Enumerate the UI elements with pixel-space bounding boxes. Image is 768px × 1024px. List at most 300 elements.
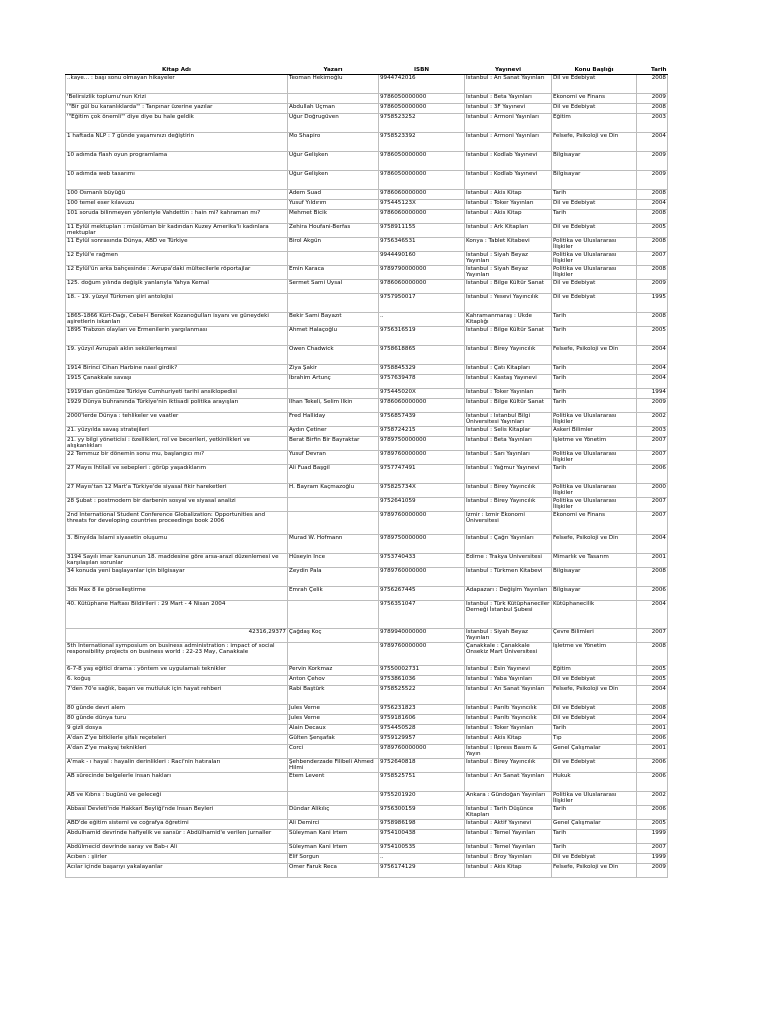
cell-date: 2008 bbox=[637, 104, 668, 114]
cell-subject: Tarih bbox=[552, 365, 637, 375]
table-row bbox=[66, 772, 668, 791]
cell-title: 6. koğuş bbox=[66, 675, 288, 685]
cell-isbn: 9754100535 bbox=[379, 843, 465, 853]
cell-title: Abbasi Devleti'nde Hakkari Beyliği'nde İnsan Beyleri bbox=[66, 805, 288, 819]
cell-author: Etem Levent bbox=[288, 772, 379, 791]
cell-date: 2003 bbox=[637, 114, 668, 133]
cell-subject: Tarih bbox=[552, 327, 637, 346]
cell-title: Acıben : şiirler bbox=[66, 853, 288, 863]
table-row bbox=[66, 734, 668, 744]
cell-isbn: 9754100438 bbox=[379, 829, 465, 843]
table-row bbox=[66, 190, 668, 200]
cell-author: Uğur Gelişken bbox=[288, 152, 379, 171]
cell-title: 42316,29377 bbox=[66, 628, 288, 642]
table-row bbox=[66, 724, 668, 734]
cell-author: Murad W. Hofmann bbox=[288, 534, 379, 553]
cell-title: Acılar içinde başarıyı yakalayanlar bbox=[66, 863, 288, 877]
cell-date: 2006 bbox=[637, 586, 668, 600]
cell-subject: Mimarlık ve Tasarım bbox=[552, 553, 637, 567]
cell-date: 2006 bbox=[637, 758, 668, 772]
cell-date: 2009 bbox=[637, 94, 668, 104]
table-row bbox=[66, 665, 668, 675]
cell-subject: Ekonomi ve Finans bbox=[552, 511, 637, 534]
cell-subject: Politika ve Uluslararası İlişkiler bbox=[552, 450, 637, 464]
cell-title: 11 Eylül sonrasında Dünya, ABD ve Türkiye bbox=[66, 238, 288, 252]
cell-subject: Genel Çalışmalar bbox=[552, 819, 637, 829]
cell-publisher: İstanbul : Bilge Kültür Sanat bbox=[465, 399, 552, 413]
cell-publisher: İstanbul : Birey Yayıncılık bbox=[465, 497, 552, 511]
cell-subject: Ekonomi ve Finans bbox=[552, 94, 637, 104]
cell-publisher: İstanbul : Temel Yayınları bbox=[465, 829, 552, 843]
cell-date: 2008 bbox=[637, 190, 668, 200]
cell-title: AB ve Kıbrıs : bugünü ve geleceği bbox=[66, 791, 288, 805]
cell-publisher: Çanakkale : Çanakkale Onsekiz Mart Üniversitesi bbox=[465, 642, 552, 665]
cell-isbn: 9754450528 bbox=[379, 724, 465, 734]
cell-title: 101 soruda bilinmeyen yönleriyle Vahdettin : hain mi? kahraman mı? bbox=[66, 210, 288, 224]
cell-title: ..kaye... : başı sonu olmayan hikayeler bbox=[66, 75, 288, 94]
cell-title: 12 Eylül'ün arka bahçesinde : Avrupa'daki mültecilerle röportajlar bbox=[66, 266, 288, 280]
cell-author: Ömer Faruk Reca bbox=[288, 863, 379, 877]
cell-subject: Dil ve Edebiyat bbox=[552, 224, 637, 238]
cell-author: Corci bbox=[288, 744, 379, 758]
cell-isbn: 975445123X bbox=[379, 200, 465, 210]
cell-author: Fred Halliday bbox=[288, 413, 379, 427]
cell-date: 2008 bbox=[637, 313, 668, 327]
table-row bbox=[66, 819, 668, 829]
cell-title: 100 Osmanlı büyüğü bbox=[66, 190, 288, 200]
cell-author: Ali Fuad Başgil bbox=[288, 464, 379, 483]
cell-publisher: İstanbul : Çatı Kitapları bbox=[465, 365, 552, 375]
cell-title: 6-7-8 yaş eğitici drama : yöntem ve uygulamalı teknikler bbox=[66, 665, 288, 675]
cell-isbn: 9757950017 bbox=[379, 294, 465, 313]
cell-subject: Tarih bbox=[552, 190, 637, 200]
cell-publisher: İstanbul : Çağrı Yayınları bbox=[465, 534, 552, 553]
cell-title: 11 Eylül mektupları : müslüman bir kadından Kuzey Amerika'lı kadınlara mektuplar bbox=[66, 224, 288, 238]
cell-subject: İşletme ve Yönetim bbox=[552, 642, 637, 665]
cell-title: 1865-1866 Kürt-Dağı, Cebel-i Bereket Kozanoğulları isyanı ve güneydeki aşiretlerin iskanları bbox=[66, 313, 288, 327]
table-row bbox=[66, 685, 668, 704]
cell-subject: Dil ve Edebiyat bbox=[552, 758, 637, 772]
cell-isbn: 9786060000000 bbox=[379, 280, 465, 294]
cell-author: Zeydin Pala bbox=[288, 567, 379, 586]
cell-author: Uğur Gelişken bbox=[288, 171, 379, 190]
cell-publisher: İstanbul : Yağmur Yayınevi bbox=[465, 464, 552, 483]
header-row bbox=[66, 66, 668, 75]
cell-subject: Politika ve Uluslararası İlişkiler bbox=[552, 497, 637, 511]
cell-date: 2007 bbox=[637, 628, 668, 642]
cell-subject: Tarih bbox=[552, 829, 637, 843]
cell-subject: Dil ve Edebiyat bbox=[552, 280, 637, 294]
cell-subject: Dil ve Edebiyat bbox=[552, 714, 637, 724]
cell-publisher: İstanbul : 3F Yayınevi bbox=[465, 104, 552, 114]
header-isbn: ISBN bbox=[379, 66, 465, 75]
table-row bbox=[66, 346, 668, 365]
cell-date: 2000 bbox=[637, 483, 668, 497]
cell-publisher: İstanbul : Armoni Yayınları bbox=[465, 133, 552, 152]
cell-date: 2004 bbox=[637, 365, 668, 375]
cell-publisher: İstanbul : Türk Kütüphaneciler Derneği İstanbul Şubesi bbox=[465, 600, 552, 628]
cell-isbn: 9786050000000 bbox=[379, 152, 465, 171]
table-row bbox=[66, 399, 668, 413]
cell-isbn: 9756231823 bbox=[379, 704, 465, 714]
cell-author: Owen Chadwick bbox=[288, 346, 379, 365]
cell-isbn: 9758523252 bbox=[379, 114, 465, 133]
cell-title: 7'den 70'e sağlık, başarı ve mutluluk için hayat rehberi bbox=[66, 685, 288, 704]
cell-author: Yusuf Yıldırım bbox=[288, 200, 379, 210]
table-row bbox=[66, 389, 668, 399]
cell-author: Sermet Sami Uysal bbox=[288, 280, 379, 294]
cell-publisher: İstanbul : Armoni Yayınları bbox=[465, 114, 552, 133]
cell-publisher: İstanbul : Tarih Düşünce Kitapları bbox=[465, 805, 552, 819]
cell-publisher: Konya : Tablet Kitabevi bbox=[465, 238, 552, 252]
cell-subject: Dil ve Edebiyat bbox=[552, 704, 637, 714]
cell-isbn: 9756351047 bbox=[379, 600, 465, 628]
cell-date: 2009 bbox=[637, 171, 668, 190]
cell-title: 1914 Birinci Cihan Harbine nasıl girdik? bbox=[66, 365, 288, 375]
cell-subject: Dil ve Edebiyat bbox=[552, 853, 637, 863]
cell-publisher: Ankara : Gündoğan Yayınları bbox=[465, 791, 552, 805]
cell-publisher: İstanbul : Ark Kitapları bbox=[465, 224, 552, 238]
cell-author: Hüseyin İnce bbox=[288, 553, 379, 567]
cell-date: 2008 bbox=[637, 210, 668, 224]
cell-title: 1919'dan günümüze Türkiye Cumhuriyeti tarihi ansiklopedisi bbox=[66, 389, 288, 399]
cell-subject: Tarih bbox=[552, 313, 637, 327]
cell-title: 80 günde devri alem bbox=[66, 704, 288, 714]
table-row bbox=[66, 829, 668, 843]
cell-isbn: 9786050000000 bbox=[379, 171, 465, 190]
cell-isbn: 9752641059 bbox=[379, 497, 465, 511]
cell-publisher: İstanbul : Beta Yayınları bbox=[465, 94, 552, 104]
cell-subject: Eğitim bbox=[552, 114, 637, 133]
cell-author: Emin Karaca bbox=[288, 266, 379, 280]
table-row bbox=[66, 511, 668, 534]
cell-isbn: 9756300159 bbox=[379, 805, 465, 819]
cell-title: '"Eğitim çok önemli"' diye diye bu hale geldik bbox=[66, 114, 288, 133]
cell-publisher: İstanbul : Yesevi Yayıncılık bbox=[465, 294, 552, 313]
cell-date: 2004 bbox=[637, 200, 668, 210]
cell-title: 1929 Dünya buhranında Türkiye'nin iktisadi politika arayışları bbox=[66, 399, 288, 413]
cell-date: 2004 bbox=[637, 600, 668, 628]
cell-date: 2005 bbox=[637, 675, 668, 685]
cell-author: Ali Demirci bbox=[288, 819, 379, 829]
header-subject: Konu Başlığı bbox=[552, 66, 637, 75]
table-row bbox=[66, 224, 668, 238]
cell-author: Zehira Houfani-Berfas bbox=[288, 224, 379, 238]
cell-publisher: İstanbul : Toker Yayınları bbox=[465, 200, 552, 210]
cell-title: Abdulhamid devrinde hafiyelik ve sansür : Abdülhamid'e verilen jurnaller bbox=[66, 829, 288, 843]
cell-title: 21. yüzyılda savaş stratejileri bbox=[66, 427, 288, 437]
cell-isbn: 9758618865 bbox=[379, 346, 465, 365]
cell-date: 2009 bbox=[637, 152, 668, 171]
table-row bbox=[66, 450, 668, 464]
cell-publisher: İstanbul : Akis Kitap bbox=[465, 734, 552, 744]
cell-date: 2007 bbox=[637, 252, 668, 266]
cell-date: 2001 bbox=[637, 724, 668, 734]
cell-date: 1999 bbox=[637, 853, 668, 863]
cell-subject: Politika ve Uluslararası İlişkiler bbox=[552, 483, 637, 497]
header-author: Yazarı bbox=[288, 66, 379, 75]
header-publisher: Yayınevi bbox=[465, 66, 552, 75]
cell-author: Ziya Şakir bbox=[288, 365, 379, 375]
cell-subject: Politika ve Uluslararası İlişkiler bbox=[552, 791, 637, 805]
cell-date: 2005 bbox=[637, 224, 668, 238]
table-row bbox=[66, 534, 668, 553]
cell-subject: Dil ve Edebiyat bbox=[552, 294, 637, 313]
cell-publisher: İstanbul : Siyah Beyaz Yayınları bbox=[465, 266, 552, 280]
cell-subject: Bilgisayar bbox=[552, 567, 637, 586]
cell-publisher: İstanbul : Birey Yayıncılık bbox=[465, 758, 552, 772]
cell-date: 2007 bbox=[637, 511, 668, 534]
cell-author: Adem Suad bbox=[288, 190, 379, 200]
cell-date: 2009 bbox=[637, 863, 668, 877]
cell-publisher: Adapazarı : Değişim Yayınları bbox=[465, 586, 552, 600]
cell-publisher: İstanbul : Selis Kitaplar bbox=[465, 427, 552, 437]
header-title: Kitap Adı bbox=[66, 66, 288, 75]
cell-title: 1895 Trabzon olayları ve Ermenilerin yargılanması bbox=[66, 327, 288, 346]
cell-isbn: 9759129957 bbox=[379, 734, 465, 744]
table-row bbox=[66, 553, 668, 567]
cell-subject: Dil ve Edebiyat bbox=[552, 75, 637, 94]
cell-subject: Bilgisayar bbox=[552, 586, 637, 600]
cell-date: 2002 bbox=[637, 413, 668, 427]
cell-date: 2005 bbox=[637, 819, 668, 829]
cell-publisher: İstanbul : Esin Yayınevi bbox=[465, 665, 552, 675]
cell-subject: Felsefe, Psikoloji ve Din bbox=[552, 133, 637, 152]
cell-subject: Genel Çalışmalar bbox=[552, 744, 637, 758]
cell-title: 18. - 19. yüzyıl Türkmen şiiri antolojisi bbox=[66, 294, 288, 313]
cell-author: Bekir Sami Bayazıt bbox=[288, 313, 379, 327]
cell-date: 2009 bbox=[637, 280, 668, 294]
cell-date: 2001 bbox=[637, 553, 668, 567]
table-row bbox=[66, 171, 668, 190]
cell-subject: Tarih bbox=[552, 724, 637, 734]
cell-subject: Tarih bbox=[552, 375, 637, 389]
cell-date: 2004 bbox=[637, 534, 668, 553]
cell-title: 10 adımda flash oyun programlama bbox=[66, 152, 288, 171]
cell-publisher: Edirne : Trakya Üniversitesi bbox=[465, 553, 552, 567]
table-row bbox=[66, 375, 668, 389]
cell-subject: Kütüphanecilik bbox=[552, 600, 637, 628]
cell-isbn: 9756316519 bbox=[379, 327, 465, 346]
cell-subject: Tarih bbox=[552, 399, 637, 413]
cell-isbn: 9758525522 bbox=[379, 685, 465, 704]
cell-title: 19. yüzyıl Avrupalı aklın sekülerleşmesi bbox=[66, 346, 288, 365]
table-row bbox=[66, 863, 668, 877]
cell-subject: Askeri Bilimler bbox=[552, 427, 637, 437]
cell-title: 9 gizli dosya bbox=[66, 724, 288, 734]
table-row bbox=[66, 238, 668, 252]
cell-author: Rabi Baştürk bbox=[288, 685, 379, 704]
cell-title: ABD'de eğitim sistemi ve coğrafya öğretimi bbox=[66, 819, 288, 829]
table-row bbox=[66, 75, 668, 94]
cell-date: 2007 bbox=[637, 497, 668, 511]
cell-subject: Eğitim bbox=[552, 665, 637, 675]
cell-author: Şehbenderzade Filibeli Ahmed Hilmi bbox=[288, 758, 379, 772]
cell-isbn: 9944490160 bbox=[379, 252, 465, 266]
cell-author bbox=[288, 497, 379, 511]
cell-title: AB sürecinde belgelerle insan hakları bbox=[66, 772, 288, 791]
header-date: Tarih bbox=[637, 66, 668, 75]
cell-date: 2003 bbox=[637, 427, 668, 437]
cell-publisher: İstanbul : Beta Yayınları bbox=[465, 437, 552, 451]
cell-title: A'dan Z'ye makyaj teknikleri bbox=[66, 744, 288, 758]
cell-title: 2nd International Student Conference Globalization: Opportunities and threats for developing countries proceedings book 2006 bbox=[66, 511, 288, 534]
cell-isbn: 9786060000000 bbox=[379, 399, 465, 413]
cell-author: İbrahim Artunç bbox=[288, 375, 379, 389]
cell-publisher: İstanbul : Birey Yayıncılık bbox=[465, 346, 552, 365]
cell-title: 3ds Max 8 ile görselleştirme bbox=[66, 586, 288, 600]
cell-date: 2007 bbox=[637, 843, 668, 853]
cell-author: Elif Sorgun bbox=[288, 853, 379, 863]
cell-isbn: .. bbox=[379, 853, 465, 863]
cell-publisher: İstanbul : Siyah Beyaz Yayınları bbox=[465, 252, 552, 266]
cell-date: 2006 bbox=[637, 464, 668, 483]
cell-author: Uğur Doğrugüven bbox=[288, 114, 379, 133]
cell-date: 2008 bbox=[637, 238, 668, 252]
table-row bbox=[66, 294, 668, 313]
cell-date: 2008 bbox=[637, 567, 668, 586]
cell-author bbox=[288, 252, 379, 266]
cell-title: A'dan Z'ye bitkilerle şifalı reçeteleri bbox=[66, 734, 288, 744]
cell-publisher: İstanbul : Sarı Yayınları bbox=[465, 450, 552, 464]
cell-isbn: 9755201920 bbox=[379, 791, 465, 805]
cell-isbn: 9786050000000 bbox=[379, 94, 465, 104]
cell-publisher: İstanbul : Arı Sanat Yayınları bbox=[465, 75, 552, 94]
cell-publisher: İstanbul : Akis Kitap bbox=[465, 210, 552, 224]
cell-subject: Tarih bbox=[552, 464, 637, 483]
cell-subject: Politika ve Uluslararası İlişkiler bbox=[552, 238, 637, 252]
cell-author: Süleyman Kani İrtem bbox=[288, 843, 379, 853]
table-row bbox=[66, 805, 668, 819]
cell-author: Pervin Korkmaz bbox=[288, 665, 379, 675]
table-row bbox=[66, 152, 668, 171]
cell-isbn: 9789790000000 bbox=[379, 266, 465, 280]
cell-publisher: İzmir : İzmir Ekonomi Üniversitesi bbox=[465, 511, 552, 534]
cell-publisher: İstanbul : Bilge Kültür Sanat bbox=[465, 280, 552, 294]
cell-date: 2006 bbox=[637, 734, 668, 744]
cell-subject: Çevre Bilimleri bbox=[552, 628, 637, 642]
cell-publisher: İstanbul : Birey Yayıncılık bbox=[465, 483, 552, 497]
cell-isbn: 9758525751 bbox=[379, 772, 465, 791]
cell-isbn: 9752640818 bbox=[379, 758, 465, 772]
cell-author: İlhan Tekeli, Selim İlkin bbox=[288, 399, 379, 413]
cell-title: '"Bir gül bu karanlıklarda"' : Tanpınar üzerine yazılar bbox=[66, 104, 288, 114]
cell-publisher: İstanbul : Akis Kitap bbox=[465, 863, 552, 877]
cell-title: 28 Şubat : postmodern bir darbenin sosyal ve siyasal analizi bbox=[66, 497, 288, 511]
cell-publisher: Kahramanmaraş : Ukde Kitaplığı bbox=[465, 313, 552, 327]
cell-title: 5th International symposium on business administration : impact of social responsibility projects on business world : 22-23 May, Canakkale bbox=[66, 642, 288, 665]
cell-author bbox=[288, 600, 379, 628]
cell-publisher: İstanbul : İstanbul Bilgi Üniversitesi Yayınları bbox=[465, 413, 552, 427]
cell-subject: İşletme ve Yönetim bbox=[552, 437, 637, 451]
cell-publisher: İstanbul : Türkmen Kitabevi bbox=[465, 567, 552, 586]
cell-title: 80 günde dünya turu bbox=[66, 714, 288, 724]
table-row bbox=[66, 497, 668, 511]
catalog-table bbox=[65, 66, 668, 878]
cell-subject: Tarih bbox=[552, 210, 637, 224]
cell-title: A'mak - ı hayal : hayalin derinlikleri : Raci'nin hatıraları bbox=[66, 758, 288, 772]
cell-date: 2002 bbox=[637, 791, 668, 805]
cell-isbn: 9789760000000 bbox=[379, 450, 465, 464]
cell-author bbox=[288, 294, 379, 313]
table-row bbox=[66, 714, 668, 724]
cell-publisher: İstanbul : Arı Sanat Yayınları bbox=[465, 772, 552, 791]
cell-date: 2006 bbox=[637, 772, 668, 791]
cell-author: Aydın Çetiner bbox=[288, 427, 379, 437]
cell-subject: Dil ve Edebiyat bbox=[552, 675, 637, 685]
cell-title: 3. Binyılda İslami siyasetin oluşumu bbox=[66, 534, 288, 553]
table-row bbox=[66, 437, 668, 451]
cell-isbn: 9757639478 bbox=[379, 375, 465, 389]
table-row bbox=[66, 744, 668, 758]
cell-isbn: 9786060000000 bbox=[379, 210, 465, 224]
cell-isbn: 9789750000000 bbox=[379, 437, 465, 451]
cell-isbn: .. bbox=[379, 313, 465, 327]
cell-isbn: 9758724215 bbox=[379, 427, 465, 437]
table-row bbox=[66, 133, 668, 152]
cell-title: 1915 Çanakkale savaşı bbox=[66, 375, 288, 389]
cell-author: Dündar Alikılıç bbox=[288, 805, 379, 819]
cell-title: 100 temel eser kılavuzu bbox=[66, 200, 288, 210]
table-row bbox=[66, 104, 668, 114]
cell-date: 2004 bbox=[637, 375, 668, 389]
cell-publisher: İstanbul : Kodlab Yayınevi bbox=[465, 152, 552, 171]
cell-subject: Felsefe, Psikoloji ve Din bbox=[552, 534, 637, 553]
cell-isbn: 9756857439 bbox=[379, 413, 465, 427]
table-row bbox=[66, 114, 668, 133]
cell-isbn: 9789760000000 bbox=[379, 744, 465, 758]
table-row bbox=[66, 675, 668, 685]
cell-date: 2008 bbox=[637, 75, 668, 94]
cell-subject: Hukuk bbox=[552, 772, 637, 791]
cell-author bbox=[288, 791, 379, 805]
cell-publisher: İstanbul : Siyah Beyaz Yayınları bbox=[465, 628, 552, 642]
table-row bbox=[66, 280, 668, 294]
cell-title: 21. yy bilgi yöneticisi : özellikleri, rol ve becerileri, yetkinlikleri ve alışkanlıkları bbox=[66, 437, 288, 451]
cell-subject: Tarih bbox=[552, 805, 637, 819]
cell-title: 22 Temmuz bir dönemin sonu mu, başlangıcı mı? bbox=[66, 450, 288, 464]
cell-date: 2007 bbox=[637, 437, 668, 451]
cell-author: H. Bayram Kaçmazoğlu bbox=[288, 483, 379, 497]
cell-title: 2000'lerde Dünya : tehlikeler ve vaatler bbox=[66, 413, 288, 427]
cell-publisher: İstanbul : Bilge Kültür Sanat bbox=[465, 327, 552, 346]
cell-date: 2004 bbox=[637, 685, 668, 704]
cell-subject: Dil ve Edebiyat bbox=[552, 104, 637, 114]
cell-isbn: 9786050000000 bbox=[379, 104, 465, 114]
cell-author: Berat Birfin Bir Bayraktar bbox=[288, 437, 379, 451]
cell-publisher: İstanbul : Parıltı Yayıncılık bbox=[465, 714, 552, 724]
cell-date: 2004 bbox=[637, 714, 668, 724]
cell-isbn: 9756174129 bbox=[379, 863, 465, 877]
cell-isbn: 9757747491 bbox=[379, 464, 465, 483]
cell-publisher: İstanbul : Kodlab Yayınevi bbox=[465, 171, 552, 190]
cell-publisher: İstanbul : Kastaş Yayınevi bbox=[465, 375, 552, 389]
table-row bbox=[66, 642, 668, 665]
cell-date: 1999 bbox=[637, 829, 668, 843]
cell-author: Abdullah Uçman bbox=[288, 104, 379, 114]
table-row bbox=[66, 600, 668, 628]
cell-publisher: İstanbul : Aktif Yayınevi bbox=[465, 819, 552, 829]
cell-subject: Bilgisayar bbox=[552, 152, 637, 171]
table-row bbox=[66, 586, 668, 600]
cell-isbn: 975445020X bbox=[379, 389, 465, 399]
cell-publisher: İstanbul : Akis Kitap bbox=[465, 190, 552, 200]
cell-author: Yusuf Devran bbox=[288, 450, 379, 464]
cell-author: Süleyman Kani İrtem bbox=[288, 829, 379, 843]
cell-publisher: İstanbul : Arı Sanat Yayınları bbox=[465, 685, 552, 704]
cell-author bbox=[288, 642, 379, 665]
cell-isbn: 9756346531 bbox=[379, 238, 465, 252]
